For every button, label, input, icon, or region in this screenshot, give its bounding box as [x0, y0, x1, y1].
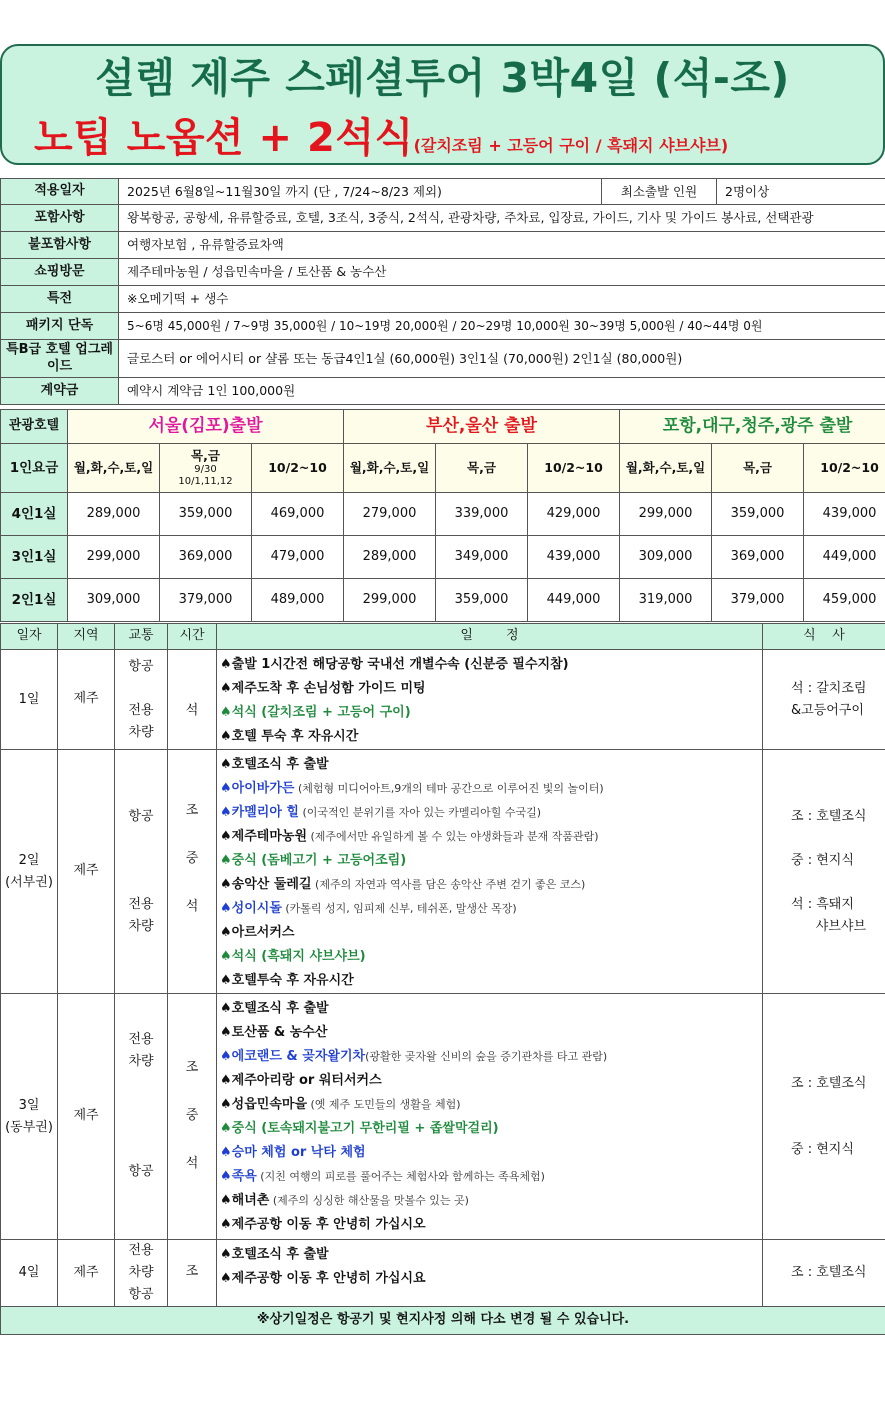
schedule-header-row: [1, 624, 885, 650]
meal-cell: [763, 1240, 885, 1307]
itinerary-text: 제주아리랑 or 워터서커스: [231, 1073, 382, 1088]
spade-icon: ♠: [220, 1247, 232, 1262]
price-cell: 289,000: [344, 536, 436, 579]
header-time: 시간: [168, 624, 217, 650]
info-value: 5~6명 45,000원 / 7~9명 35,000원 / 10~19명 20,000원 / 20~29명 10,000원 30~39명 5,000원 / 40~44명 0원: [119, 313, 885, 340]
itinerary-item: [220, 1117, 762, 1141]
itinerary-text: 석식 (흑돼지 샤브샤브): [231, 949, 366, 964]
itinerary-text: 호텔조식 후 출발: [231, 1247, 329, 1262]
region-cell: 제주: [58, 994, 115, 1240]
time-item: 석: [185, 702, 199, 718]
spade-icon: ♠: [220, 657, 232, 672]
itinerary-item: [220, 849, 762, 873]
period-header: 월,화,수,토,일: [620, 444, 712, 493]
meal-item: 중 : 현지식: [791, 1141, 854, 1157]
itinerary-desc: (옛 제주 도민들의 생활을 체험): [307, 1098, 461, 1111]
itinerary-text: 아르서커스: [231, 925, 295, 940]
price-cell: 379,000: [160, 579, 252, 622]
transport-item: 항공: [128, 1163, 154, 1179]
info-label: 패키지 단독: [1, 313, 119, 340]
price-cell: 369,000: [160, 536, 252, 579]
time-item: 석: [185, 898, 199, 914]
min-people-value: 2명이상: [717, 179, 885, 205]
itinerary-text: 호텔조식 후 출발: [231, 1001, 329, 1016]
day-cell: [1, 1240, 58, 1307]
itinerary-item: [220, 873, 762, 897]
info-row: [1, 205, 885, 232]
page-title: 설렘 제주 스페셜투어 3박4일 (석-조): [95, 54, 790, 102]
price-cell: 359,000: [436, 579, 528, 622]
day-area: (서부권): [5, 874, 53, 890]
header-region: 지역: [58, 624, 115, 650]
transport-item: 항공: [128, 658, 154, 674]
transport-cell: [115, 750, 168, 994]
time-item: 조: [185, 802, 199, 818]
itinerary-item: [220, 1069, 762, 1093]
itinerary-text: 해녀촌: [231, 1193, 270, 1208]
price-cell: 289,000: [68, 493, 160, 536]
price-cell: 309,000: [68, 579, 160, 622]
itinerary-item: [220, 945, 762, 969]
meal-item: 샤브샤브: [791, 918, 867, 934]
price-cell: 379,000: [712, 579, 804, 622]
meal-item: [791, 1117, 885, 1139]
transport-item: [115, 1073, 167, 1095]
region-cell: 제주: [58, 1240, 115, 1307]
info-value: 여행자보험 , 유류할증료차액: [119, 232, 885, 259]
itinerary-text: 제주테마농원: [231, 829, 308, 844]
transport-cell: [115, 994, 168, 1240]
info-label: 특전: [1, 286, 119, 313]
price-cell: 309,000: [620, 536, 712, 579]
info-row: [1, 378, 885, 405]
itinerary-text: 중식 (돔베고기 + 고등어조림): [231, 853, 407, 868]
itinerary-item: [220, 1045, 762, 1069]
itinerary-cell: [217, 650, 763, 750]
itinerary-desc: (제주의 자연과 역사를 담은 송악산 주변 걷기 좋은 코스): [311, 878, 586, 891]
spade-icon: ♠: [220, 973, 232, 988]
spade-icon: ♠: [220, 853, 232, 868]
price-cell: 299,000: [620, 493, 712, 536]
transport-item: [115, 1139, 167, 1161]
price-sub-row: [1, 444, 885, 493]
meal-item: [791, 828, 885, 850]
header-day: 일자: [1, 624, 58, 650]
itinerary-item: [220, 1165, 762, 1189]
price-cell: 449,000: [804, 536, 885, 579]
time-item: 중: [185, 1107, 199, 1123]
period-header-label: 목,금: [191, 448, 220, 464]
itinerary-item: [220, 1021, 762, 1045]
meal-item: &고등어구이: [791, 702, 864, 718]
transport-item: 전용: [128, 1243, 154, 1258]
transport-item: [115, 1117, 167, 1139]
time-cell: [168, 650, 217, 750]
itinerary-item: [220, 701, 762, 725]
room-type-label: 2인1실: [1, 579, 68, 622]
spade-icon: ♠: [220, 1025, 232, 1040]
meal-item: [791, 872, 885, 894]
schedule-body: [1, 650, 885, 1307]
info-row: [1, 340, 885, 378]
period-header: 월,화,수,토,일: [68, 444, 160, 493]
spade-icon: ♠: [220, 1271, 232, 1286]
itinerary-item: [220, 1189, 762, 1213]
time-item: 중: [185, 850, 199, 866]
spade-icon: ♠: [220, 901, 232, 916]
itinerary-desc: (이국적인 분위기를 자아 있는 카멜리아힐 수국길): [298, 806, 542, 819]
header-transport: 교통: [115, 624, 168, 650]
info-row: [1, 313, 885, 340]
info-row: [1, 232, 885, 259]
itinerary-text: 제주도착 후 손님성함 가이드 미팅: [231, 681, 426, 696]
day-number: 4일: [18, 1265, 40, 1280]
itinerary-item: [220, 921, 762, 945]
price-cell: 299,000: [344, 579, 436, 622]
price-body: [1, 493, 885, 622]
price-cell: 319,000: [620, 579, 712, 622]
itinerary-text: 에코랜드 & 곶자왈기차: [231, 1049, 366, 1064]
period-header: 목,금: [712, 444, 804, 493]
itinerary-desc: (제주에서만 유일하게 볼 수 있는 야생화들과 분재 작품관람): [307, 830, 599, 843]
price-cell: 449,000: [528, 579, 620, 622]
price-cell: 479,000: [252, 536, 344, 579]
meal-cell: [763, 650, 885, 750]
time-item: [168, 824, 216, 848]
itinerary-item: [220, 777, 762, 801]
itinerary-text: 제주공항 이동 후 안녕히 가십시오: [231, 1217, 426, 1232]
transport-cell: [115, 650, 168, 750]
spade-icon: ♠: [220, 1073, 232, 1088]
spade-icon: ♠: [220, 1121, 232, 1136]
meal-item: 조 : 호텔조식: [791, 1265, 867, 1280]
schedule-day-row: [1, 750, 885, 994]
itinerary-text: 성이시돌: [231, 901, 282, 916]
period-header: 월,화,수,토,일: [344, 444, 436, 493]
departure-seoul: 서울(김포)출발: [68, 410, 344, 444]
itinerary-text: 중식 (토속돼지불고기 무한리필 + 좁쌀막걸리): [231, 1121, 499, 1136]
meal-cell: [763, 750, 885, 994]
itinerary-item: [220, 725, 762, 749]
spade-icon: ♠: [220, 705, 232, 720]
itinerary-desc: (체험형 미디어아트,9개의 테마 공간으로 이루어진 빛의 놀이터): [294, 782, 604, 795]
period-header: 10/2~10: [252, 444, 344, 493]
period-header: 10/2~10: [528, 444, 620, 493]
itinerary-desc: (광활한 곶자왈 신비의 숲을 증기관차를 타고 관람): [365, 1050, 608, 1063]
time-item: [168, 872, 216, 896]
period-header: [160, 444, 252, 493]
itinerary-text: 호텔 투숙 후 자유시간: [231, 729, 359, 744]
transport-item: 차량: [128, 1053, 154, 1069]
day-number: 3일: [18, 1097, 40, 1113]
info-label: 포함사항: [1, 205, 119, 232]
itinerary-desc: (제주의 싱싱한 해산물을 맛볼수 있는 곳): [269, 1194, 469, 1207]
itinerary-item: [220, 897, 762, 921]
itinerary-text: 토산품 & 농수산: [231, 1025, 328, 1040]
transport-item: 전용: [128, 896, 154, 912]
itinerary-item: [220, 677, 762, 701]
departure-pohang: 포항,대구,청주,광주 출발: [620, 410, 885, 444]
price-row: [1, 536, 885, 579]
header-meal: 식 사: [763, 624, 885, 650]
time-cell: [168, 750, 217, 994]
meal-item: 석 : 갈치조림: [791, 680, 867, 696]
itinerary-item: [220, 753, 762, 777]
itinerary-item: [220, 1213, 762, 1237]
itinerary-text: 석식 (갈치조림 + 고등어 구이): [231, 705, 411, 720]
price-cell: 279,000: [344, 493, 436, 536]
transport-item: [115, 828, 167, 850]
spade-icon: ♠: [220, 1217, 232, 1232]
info-value: 왕복항공, 공항세, 유류할증료, 호텔, 3조식, 3중식, 2석식, 관광차량, 주차료, 입장료, 가이드, 기사 및 가이드 봉사료, 선택관광: [119, 205, 885, 232]
time-item: [168, 652, 216, 676]
price-cell: 299,000: [68, 536, 160, 579]
min-people-label: 최소출발 인원: [602, 179, 717, 205]
spade-icon: ♠: [220, 925, 232, 940]
itinerary-text: 카멜리아 힐: [231, 805, 299, 820]
info-label: 쇼핑방문: [1, 259, 119, 286]
meal-item: 중 : 현지식: [791, 852, 854, 868]
itinerary-text: 승마 체험 or 낙타 체험: [231, 1145, 366, 1160]
itinerary-cell: [217, 1240, 763, 1307]
time-cell: [168, 994, 217, 1240]
period-header: 10/2~10: [804, 444, 885, 493]
spade-icon: ♠: [220, 949, 232, 964]
time-item: 조: [185, 1059, 199, 1075]
transport-item: 항공: [128, 1287, 154, 1302]
itinerary-item: [220, 825, 762, 849]
time-cell: [168, 1240, 217, 1307]
time-item: [168, 1081, 216, 1105]
price-table: [0, 409, 885, 622]
itinerary-desc: (카톨릭 성지, 임피제 신부, 테쉬폰, 말생산 목장): [281, 902, 517, 915]
transport-item: 차량: [128, 1265, 154, 1280]
spade-icon: ♠: [220, 1049, 232, 1064]
itinerary-text: 족욕: [231, 1169, 257, 1184]
transport-item: 항공: [128, 808, 154, 824]
info-value: 예약시 계약금 1인 100,000원: [119, 378, 885, 405]
time-item: [168, 676, 216, 700]
meal-item: 조 : 호텔조식: [791, 808, 867, 824]
transport-item: [115, 1095, 167, 1117]
schedule-day-row: [1, 1240, 885, 1307]
spade-icon: ♠: [220, 1169, 232, 1184]
spade-icon: ♠: [220, 1001, 232, 1016]
spade-icon: ♠: [220, 681, 232, 696]
price-row: [1, 493, 885, 536]
meal-item: 석 : 흑돼지: [791, 896, 854, 912]
spade-icon: ♠: [220, 729, 232, 744]
info-row: [1, 286, 885, 313]
itinerary-item: [220, 997, 762, 1021]
meal-item: 조 : 호텔조식: [791, 1075, 867, 1091]
price-cell: 469,000: [252, 493, 344, 536]
schedule-table: [0, 623, 885, 1335]
price-cell: 459,000: [804, 579, 885, 622]
subtitle-note: (갈치조림 + 고등어 구이 / 흑돼지 샤브샤브): [413, 136, 729, 155]
info-row: [1, 259, 885, 286]
itinerary-text: 아이바가든: [231, 781, 295, 796]
price-cell: 429,000: [528, 493, 620, 536]
time-item: [168, 724, 216, 748]
meal-item: [791, 1095, 885, 1117]
transport-item: [115, 1183, 167, 1205]
transport-item: [115, 872, 167, 894]
price-cell: 439,000: [804, 493, 885, 536]
departure-busan: 부산,울산 출발: [344, 410, 620, 444]
itinerary-item: [220, 1093, 762, 1117]
schedule-footer-note: ※상기일정은 항공기 및 현지사정 의해 다소 변경 될 수 있습니다.: [1, 1307, 885, 1335]
price-cell: 359,000: [160, 493, 252, 536]
info-value: 글로스터 or 에어시티 or 샬롬 또는 동급4인1실 (60,000원) 3인1실 (70,000원) 2인1실 (80,000원): [119, 340, 885, 378]
schedule-footer-row: [1, 1307, 885, 1335]
info-row: [1, 179, 885, 205]
itinerary-text: 출발 1시간전 해당공항 국내선 개별수속 (신분증 필수지참): [231, 657, 569, 672]
schedule-day-row: [1, 994, 885, 1240]
time-item: [168, 920, 216, 944]
itinerary-text: 송악산 둘레길: [231, 877, 312, 892]
itinerary-text: 제주공항 이동 후 안녕히 가십시요: [231, 1271, 426, 1286]
price-cell: 439,000: [528, 536, 620, 579]
spade-icon: ♠: [220, 805, 232, 820]
time-item: [168, 1129, 216, 1153]
itinerary-item: [220, 969, 762, 993]
schedule-day-row: [1, 650, 885, 750]
transport-cell: [115, 1240, 168, 1307]
spade-icon: ♠: [220, 781, 232, 796]
transport-item: 전용: [128, 702, 154, 718]
period-header-note: 9/30 10/1,11,12: [178, 463, 233, 487]
info-value: 2025년 6월8일~11월30일 까지 (단 , 7/24~8/23 제외): [119, 179, 602, 205]
time-item: 석: [185, 1155, 199, 1171]
itinerary-cell: [217, 994, 763, 1240]
price-cell: 349,000: [436, 536, 528, 579]
day-number: 2일: [18, 852, 40, 868]
day-cell: [1, 750, 58, 994]
room-type-label: 4인1실: [1, 493, 68, 536]
day-area: (동부권): [5, 1119, 53, 1135]
price-cell: 339,000: [436, 493, 528, 536]
header-itinerary: 일 정: [217, 624, 763, 650]
spade-icon: ♠: [220, 829, 232, 844]
info-label: 적용일자: [1, 179, 119, 205]
price-cell: 369,000: [712, 536, 804, 579]
page-subtitle: [34, 110, 874, 174]
price-cell: 359,000: [712, 493, 804, 536]
subtitle-main: 노팁 노옵션 + 2석식: [34, 115, 414, 161]
day-cell: [1, 994, 58, 1240]
meal-cell: [763, 994, 885, 1240]
hotel-type-label: 관광호텔: [1, 410, 68, 444]
period-header: 목,금: [436, 444, 528, 493]
spade-icon: ♠: [220, 1145, 232, 1160]
info-value: ※오메기떡 + 생수: [119, 286, 885, 313]
itinerary-text: 호텔조식 후 출발: [231, 757, 329, 772]
spade-icon: ♠: [220, 757, 232, 772]
itinerary-item: [220, 1243, 762, 1267]
price-group-row: [1, 410, 885, 444]
itinerary-cell: [217, 750, 763, 994]
spade-icon: ♠: [220, 1097, 232, 1112]
day-cell: [1, 650, 58, 750]
region-cell: 제주: [58, 650, 115, 750]
info-value: 제주테마농원 / 성읍민속마을 / 토산품 & 농수산: [119, 259, 885, 286]
transport-item: [115, 850, 167, 872]
itinerary-text: 호텔투숙 후 자유시간: [231, 973, 354, 988]
itinerary-desc: (지친 여행의 피로를 풀어주는 체험사와 함께하는 족욕체험): [256, 1170, 545, 1183]
per-person-label: 1인요금: [1, 444, 68, 493]
region-cell: 제주: [58, 750, 115, 994]
price-row: [1, 579, 885, 622]
itinerary-item: [220, 1141, 762, 1165]
price-cell: 489,000: [252, 579, 344, 622]
itinerary-item: [220, 801, 762, 825]
itinerary-item: [220, 653, 762, 677]
info-label: 계약금: [1, 378, 119, 405]
info-table: [0, 178, 885, 405]
info-label: 불포함사항: [1, 232, 119, 259]
transport-item: 차량: [128, 918, 154, 934]
room-type-label: 3인1실: [1, 536, 68, 579]
day-number: 1일: [18, 691, 40, 707]
itinerary-item: [220, 1267, 762, 1291]
spade-icon: ♠: [220, 877, 232, 892]
time-item: 조: [185, 1264, 199, 1279]
info-label: 특B급 호텔 업그레이드: [1, 340, 119, 378]
itinerary-text: 성읍민속마을: [231, 1097, 308, 1112]
transport-item: 차량: [128, 724, 154, 740]
transport-item: 전용: [128, 1031, 154, 1047]
transport-item: [115, 678, 167, 700]
spade-icon: ♠: [220, 1193, 232, 1208]
